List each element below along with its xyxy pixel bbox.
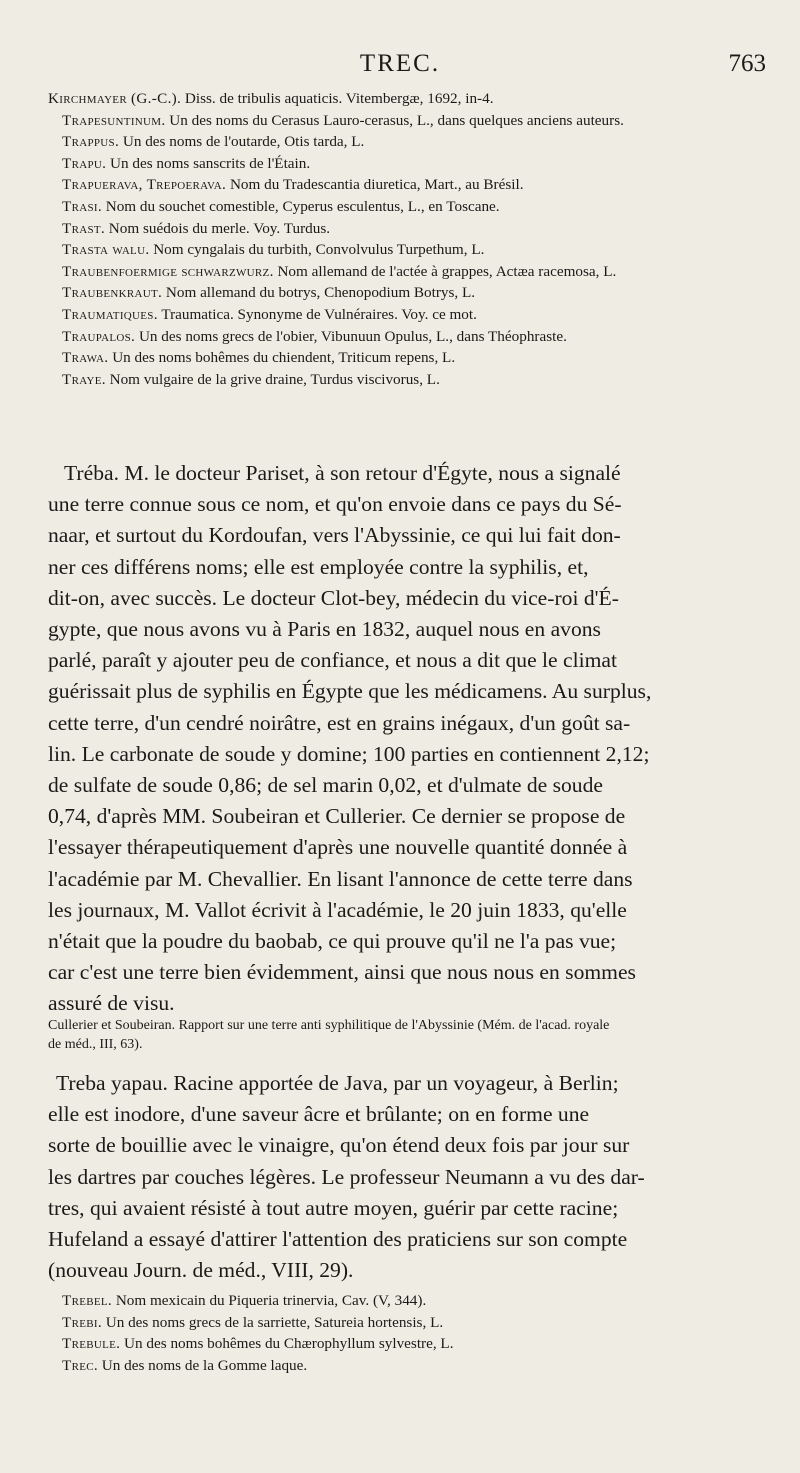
text-line: tres, qui avaient résisté à tout autre moyen, guérir par cette racine; bbox=[48, 1195, 619, 1220]
dictionary-entry bbox=[48, 261, 768, 283]
text-line: elle est inodore, d'une saveur âcre et brûlante; on en forme une bbox=[48, 1102, 590, 1127]
entry-definition: Nom du souchet comestible, Cyperus esculentus, L., en Toscane. bbox=[101, 197, 500, 215]
bottom-entries bbox=[48, 1290, 768, 1376]
dictionary-entry bbox=[48, 1333, 768, 1355]
text-line: de sulfate de soude 0,86; de sel marin 0,02, et d'ulmate de soude bbox=[48, 773, 603, 798]
text-line: guérissait plus de syphilis en Égypte que les médicamens. Au surplus, bbox=[48, 679, 652, 704]
entry-headword: Trasi. bbox=[62, 197, 102, 215]
entry-headword: Trast. bbox=[62, 219, 105, 237]
dictionary-entry bbox=[48, 282, 768, 304]
entry-definition: Un des noms de l'outarde, Otis tarda, L. bbox=[119, 133, 365, 151]
text-line: cette terre, d'un cendré noirâtre, est en grains inégaux, d'un goût sa- bbox=[48, 710, 631, 735]
entry-headword: Trapuerava, Trepoerava. bbox=[62, 176, 227, 194]
entry-headword: Traye. bbox=[62, 370, 106, 388]
entry-definition: Un des noms grecs de la sarriette, Satureia hortensis, L. bbox=[101, 1313, 444, 1331]
text-line: sorte de bouillie avec le vinaigre, qu'on étend deux fois par jour sur bbox=[48, 1133, 630, 1158]
dictionary-entry bbox=[48, 218, 768, 240]
text-line: gypte, que nous avons vu à Paris en 1832, auquel nous en avons bbox=[48, 617, 601, 642]
dictionary-entry bbox=[48, 239, 768, 261]
dictionary-entry bbox=[48, 196, 768, 218]
text-line: parlé, paraît y ajouter peu de confiance, et nous a dit que le climat bbox=[48, 648, 617, 673]
dictionary-entry bbox=[48, 369, 768, 391]
entry-headword: Traupalos. bbox=[62, 327, 136, 345]
text-line: (nouveau Journ. de méd., VIII, 29). bbox=[48, 1258, 354, 1283]
text-line: l'académie par M. Chevallier. En lisant l'annonce de cette terre dans bbox=[48, 866, 633, 891]
entry-definition: Nom allemand de l'actée à grappes, Actæa racemosa, L. bbox=[273, 262, 617, 280]
dictionary-entry bbox=[48, 131, 768, 153]
entry-definition: Nom cyngalais du turbith, Convolvulus Turpethum, L. bbox=[149, 241, 485, 259]
dictionary-entry bbox=[48, 110, 768, 132]
page-number: 763 bbox=[728, 50, 766, 77]
text-line: Treba yapau. Racine apportée de Java, par un voyageur, à Berlin; bbox=[56, 1071, 619, 1095]
text-line: Tréba. M. le docteur Pariset, à son retour d'Égyte, nous a signalé bbox=[64, 461, 621, 485]
dictionary-entry bbox=[48, 174, 768, 196]
entry-definition: Nom mexicain du Piqueria trinervia, Cav. (V, 344). bbox=[112, 1292, 427, 1309]
entry-headword: Traumatiques. bbox=[62, 305, 158, 323]
entry-definition: Un des noms de la Gomme laque. bbox=[97, 1356, 308, 1374]
text-line: assuré de visu. bbox=[48, 991, 175, 1016]
text-line: de méd., III, 63). bbox=[48, 1037, 143, 1052]
entry-definition: Traumatica. Synonyme de Vulnéraires. Voy. ce mot. bbox=[157, 305, 477, 323]
entry-definition: Nom suédois du merle. Voy. Turdus. bbox=[105, 219, 331, 237]
text-line: n'était que la poudre du baobab, ce qui prouve qu'il ne l'a pas vue; bbox=[48, 929, 617, 954]
text-line: les dartres par couches légères. Le professeur Neumann a vu des dar- bbox=[48, 1164, 645, 1189]
entry-headword: Trec. bbox=[62, 1356, 98, 1374]
text-line: naar, et surtout du Kordoufan, vers l'Abyssinie, ce qui lui fait don- bbox=[48, 523, 621, 548]
entry-headword: Trapu. bbox=[62, 154, 107, 172]
running-head bbox=[0, 50, 800, 86]
entry-headword: Traubenfoermige schwarzwurz. bbox=[62, 262, 274, 280]
dictionary-entry bbox=[48, 153, 768, 175]
text-line: l'essayer thérapeutiquement d'après une nouvelle quantité donnée à bbox=[48, 835, 628, 860]
text-line: lin. Le carbonate de soude y domine; 100 parties en contiennent 2,12; bbox=[48, 741, 650, 766]
entry-headword: Trappus. bbox=[62, 133, 120, 151]
entry-headword: Trapesuntinum. bbox=[62, 111, 166, 129]
dictionary-entry bbox=[48, 347, 768, 369]
entry-definition: Un des noms grecs de l'obier, Vibunuun Opulus, L., dans Théophraste. bbox=[135, 327, 567, 345]
dictionary-entry bbox=[48, 1312, 768, 1334]
entry-headword: Kirchmayer (G.-C.). bbox=[48, 90, 182, 107]
text-line: dit-on, avec succès. Le docteur Clot-bey, médecin du vice-roi d'É- bbox=[48, 585, 619, 610]
text-line: les journaux, M. Vallot écrivit à l'académie, le 20 juin 1833, qu'elle bbox=[48, 897, 627, 922]
dictionary-entry bbox=[48, 326, 768, 348]
entry-headword: Trebule. bbox=[62, 1335, 121, 1353]
treba-yapau-article bbox=[48, 1068, 768, 1286]
entry-definition: Un des noms sanscrits de l'Étain. bbox=[106, 154, 311, 172]
entry-headword: Trasta walu. bbox=[62, 241, 150, 259]
page-title: TREC. bbox=[359, 50, 441, 77]
treba-article bbox=[48, 458, 768, 1020]
dictionary-entry bbox=[48, 1355, 768, 1377]
text-line: 0,74, d'après MM. Soubeiran et Cullerier. Ce dernier se propose de bbox=[48, 804, 626, 829]
dictionary-entry bbox=[48, 88, 768, 110]
text-line: ner ces différens noms; elle est employée contre la syphilis, et, bbox=[48, 554, 589, 579]
text-line: Hufeland a essayé d'attirer l'attention des praticiens sur son compte bbox=[48, 1227, 628, 1252]
treba-reference-note bbox=[48, 1016, 768, 1054]
entry-headword: Trebel. bbox=[62, 1292, 113, 1309]
entry-definition: Nom du Tradescantia diuretica, Mart., au Brésil. bbox=[226, 176, 524, 194]
text-line: une terre connue sous ce nom, et qu'on envoie dans ce pays du Sé- bbox=[48, 492, 622, 517]
text-line: Cullerier et Soubeiran. Rapport sur une terre anti syphilitique de l'Abyssinie (Mém. de l'acad. royale bbox=[48, 1018, 610, 1033]
entry-definition: Nom vulgaire de la grive draine, Turdus viscivorus, L. bbox=[105, 370, 440, 388]
entry-definition: Diss. de tribulis aquaticis. Vitembergæ, 1692, in-4. bbox=[181, 90, 494, 107]
entry-definition: Un des noms bohêmes du Chærophyllum sylvestre, L. bbox=[120, 1335, 454, 1353]
text-line: car c'est une terre bien évidemment, ainsi que nous nous en sommes bbox=[48, 960, 636, 985]
dictionary-entry bbox=[48, 304, 768, 326]
entry-headword: Traubenkraut. bbox=[62, 284, 163, 302]
entry-headword: Trawa. bbox=[62, 349, 109, 367]
entry-definition: Un des noms bohêmes du chiendent, Triticum repens, L. bbox=[108, 349, 456, 367]
top-entries bbox=[48, 88, 768, 390]
entry-definition: Un des noms du Cerasus Lauro-cerasus, L., dans quelques anciens auteurs. bbox=[165, 111, 624, 129]
dictionary-entry bbox=[48, 1290, 768, 1312]
entry-definition: Nom allemand du botrys, Chenopodium Botrys, L. bbox=[162, 284, 476, 302]
entry-headword: Trebi. bbox=[62, 1313, 102, 1331]
